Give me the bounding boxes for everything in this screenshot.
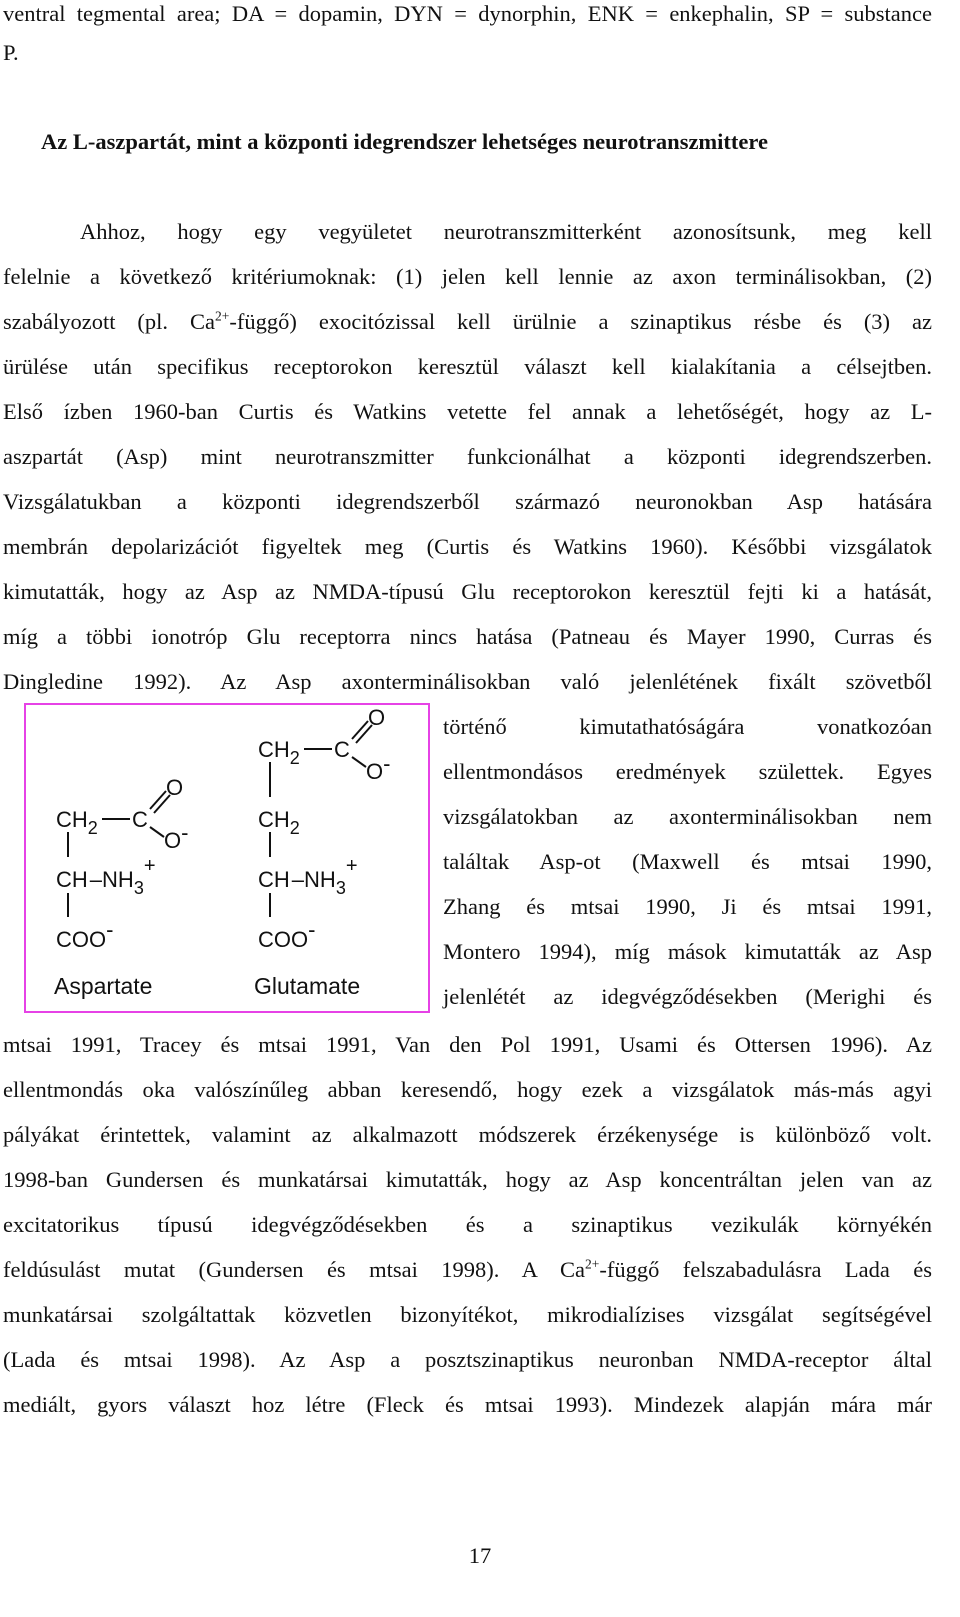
- glutamate-label: Glutamate: [254, 973, 361, 999]
- aspartate-oxygen: O: [166, 775, 184, 800]
- aspartate-carbon: C: [132, 807, 148, 832]
- text-line: Montero 1994), míg mások kimutatták az Asp: [443, 939, 932, 964]
- text-line: Dingledine 1992). Az Asp axonterminálisokban való jelenlétének fixált szövetből: [3, 669, 932, 694]
- chemical-structures-svg: [26, 705, 428, 1011]
- superscript: 2+: [584, 1256, 600, 1272]
- text-line: ürülése után specifikus receptorokon keresztül választ kell kialakítania a célsejtben.: [3, 354, 932, 379]
- bond: [352, 757, 366, 767]
- aspartate-structure: [54, 775, 188, 999]
- glutamate-ch2-beta: $CH_2$: [258, 807, 300, 838]
- text-line: [3, 308, 932, 336]
- aspartate-alpha-carbon: $CH-NH_3+$: [56, 855, 156, 898]
- superscript: 2+: [215, 308, 230, 324]
- text-line: Zhang és mtsai 1990, Ji és mtsai 1991,: [443, 894, 932, 919]
- text-line: találtak Asp-ot (Maxwell és mtsai 1990,: [443, 849, 932, 874]
- aspartate-carboxylate: COO-: [56, 917, 114, 952]
- aspartate-ch2: $CH_2$: [56, 807, 98, 838]
- text-line: ellentmondás oka valószínűleg abban keresendő, hogy ezek a vizsgálatok más-más agyi: [3, 1077, 932, 1102]
- text-line: Első ízben 1960-ban Curtis és Watkins vetette fel annak a lehetőségét, hogy az L-: [3, 399, 932, 424]
- text-line: történő kimutathatóságára vonatkozóan: [443, 714, 932, 739]
- amino-acid-structures-figure: [24, 703, 430, 1013]
- text-line: mtsai 1991, Tracey és mtsai 1991, Van den Pol 1991, Usami és Ottersen 1996). Az: [3, 1032, 932, 1057]
- text-line: felelnie a következő kritériumoknak: (1) jelen kell lennie az axon terminálisokban, (2): [3, 264, 932, 289]
- glutamate-carbon: C: [334, 737, 350, 762]
- bond: [150, 827, 164, 837]
- text-segment: feldúsulást mutat (Gundersen és mtsai 1998). A Ca: [3, 1257, 585, 1282]
- glutamate-structure: [254, 705, 390, 999]
- text-line: excitatorikus típusú idegvégződésekben és a szinaptikus vezikulák környékén: [3, 1212, 932, 1237]
- aspartate-oxygen-anion: O-: [164, 820, 189, 853]
- text-line: munkatársai szolgáltattak közvetlen bizonyítékot, mikrodialízises vizsgálat segítségével: [3, 1302, 932, 1327]
- text-line: (Lada és mtsai 1998). Az Asp a posztszinaptikus neuronban NMDA-receptor által: [3, 1347, 932, 1372]
- text-line: aszpartát (Asp) mint neurotranszmitter funkcionálhat a központi idegrendszerben.: [3, 444, 932, 469]
- glutamate-oxygen: O: [368, 705, 386, 730]
- glutamate-ch2-gamma: $CH_2$: [258, 737, 300, 768]
- page-number: 17: [468, 1543, 492, 1568]
- aspartate-label: Aspartate: [54, 973, 153, 999]
- text-line: ellentmondásos eredmények születtek. Egyes: [443, 759, 932, 784]
- text-line: 1998-ban Gundersen és munkatársai kimutatták, hogy az Asp koncentráltan jelen van az: [3, 1167, 932, 1192]
- text-line: pályákat érintettek, valamint az alkalmazott módszerek érzékenysége is különböző volt.: [3, 1122, 932, 1147]
- text-line: mediált, gyors választ hoz létre (Fleck és mtsai 1993). Mindezek alapján mára már: [3, 1392, 932, 1417]
- double-bond: [352, 721, 368, 739]
- text-line: membrán depolarizációt figyeltek meg (Curtis és Watkins 1960). Későbbi vizsgálatok: [3, 534, 932, 559]
- double-bond: [150, 791, 166, 809]
- glutamate-oxygen-anion: O-: [366, 751, 391, 784]
- section-heading: Az L-aszpartát, mint a központi idegrendszer lehetséges neurotranszmittere: [41, 129, 768, 154]
- text-segment: -függő) exocitózissal kell ürülnie a szinaptikus résbe és (3) az: [229, 309, 932, 334]
- text-line: kimutatták, hogy az Asp az NMDA-típusú Glu receptorokon keresztül fejti ki a hatását,: [3, 579, 932, 604]
- text-line: Vizsgálatukban a központi idegrendszerből származó neuronokban Asp hatására: [3, 489, 932, 514]
- glutamate-carboxylate: COO-: [258, 917, 316, 952]
- text-line: vizsgálatokban az axonterminálisokban nem: [443, 804, 932, 829]
- text-line: Ahhoz, hogy egy vegyületet neurotranszmitterként azonosítsunk, meg kell: [80, 219, 932, 244]
- text-segment: -függő felszabadulásra Lada és: [599, 1257, 932, 1282]
- text-segment: szabályozott (pl. Ca: [3, 309, 216, 334]
- text-line: [3, 1256, 932, 1284]
- text-line: míg a többi ionotróp Glu receptorra nincs hatása (Patneau és Mayer 1990, Curras és: [3, 624, 932, 649]
- glutamate-alpha-carbon: $CH-NH_3+$: [258, 855, 358, 898]
- text-line: ventral tegmental area; DA = dopamin, DYN = dynorphin, ENK = enkephalin, SP = substance: [3, 1, 932, 26]
- text-line: P.: [3, 40, 19, 65]
- text-line: jelenlétét az idegvégződésekben (Merighi és: [443, 984, 932, 1009]
